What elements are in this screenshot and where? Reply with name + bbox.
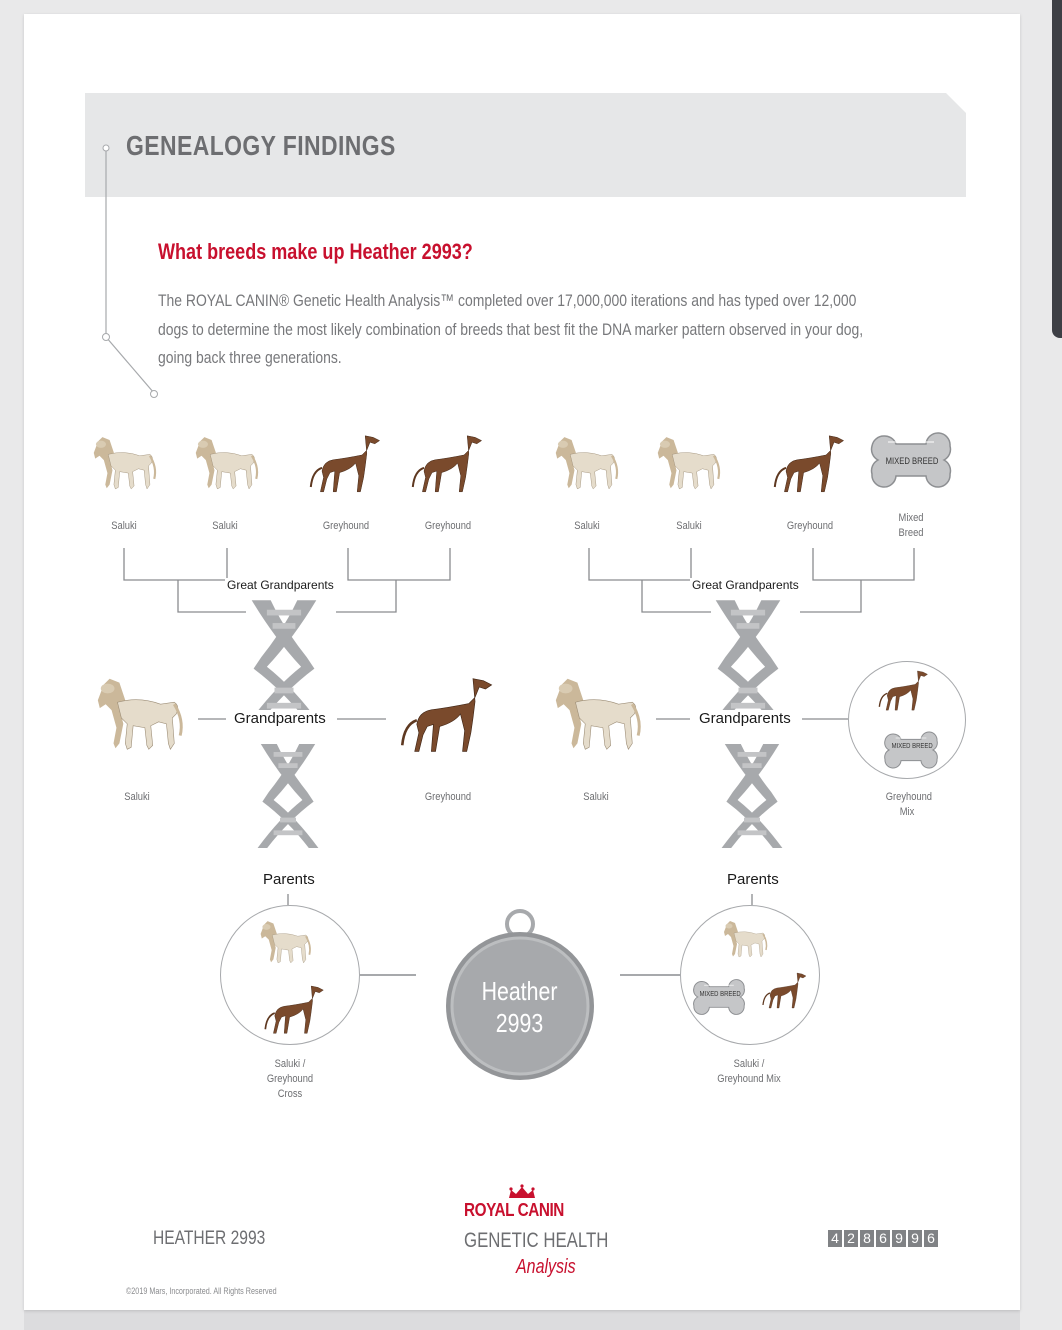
- parents-label: Parents: [263, 871, 315, 888]
- great-grandparents-label: Great Grandparents: [692, 578, 799, 592]
- saluki-image: [548, 664, 646, 764]
- serial-digit: 6: [924, 1230, 938, 1247]
- ggp-label: Mixed Breed: [898, 512, 924, 539]
- page-title: GENEALOGY FINDINGS: [126, 130, 396, 161]
- serial-number: [828, 1230, 938, 1247]
- serial-digit: 8: [860, 1230, 874, 1247]
- saluki-image: [720, 916, 770, 962]
- saluki-image: [652, 428, 724, 498]
- product-name-line1: GENETIC HEALTH: [464, 1229, 609, 1252]
- serial-digit: 2: [844, 1230, 858, 1247]
- dog-tag-line2: 2993: [495, 1008, 544, 1038]
- dna-helix-icon: [246, 600, 322, 724]
- gp-label: Saluki: [583, 791, 609, 803]
- greyhound-image: [260, 982, 330, 1036]
- greyhound-image: [396, 668, 500, 760]
- dog-tag-name: [461, 975, 578, 1039]
- saluki-image: [190, 428, 262, 498]
- saluki-image: [88, 428, 160, 498]
- saluki-image: [550, 428, 622, 498]
- dna-helix-icon: [710, 600, 786, 724]
- saluki-image: [90, 664, 188, 764]
- greyhound-image: [408, 428, 488, 498]
- parent-label: Saluki / Greyhound Mix: [717, 1058, 781, 1085]
- ggp-label: Greyhound: [424, 520, 472, 532]
- greyhound-image: [760, 968, 810, 1012]
- great-grandparents-label: Great Grandparents: [227, 578, 334, 592]
- bone-tag-label: MIXED BREED: [891, 743, 933, 750]
- serial-digit: 6: [876, 1230, 890, 1247]
- bone-tag-label: MIXED BREED: [885, 456, 939, 466]
- serial-digit: 9: [892, 1230, 906, 1247]
- ggp-label: Saluki: [676, 520, 702, 532]
- brand-logo: ROYAL CANIN: [464, 1200, 564, 1220]
- footer-dog-name: HEATHER 2993: [153, 1228, 266, 1249]
- greyhound-image: [770, 428, 850, 498]
- serial-digit: 9: [908, 1230, 922, 1247]
- parents-label: Parents: [727, 871, 779, 888]
- gp-label: Greyhound: [424, 791, 472, 803]
- gp-label: Saluki: [124, 791, 150, 803]
- crown-icon: [506, 1184, 538, 1200]
- serial-digit: 4: [828, 1230, 842, 1247]
- greyhound-image: [876, 666, 932, 714]
- ggp-label: Saluki: [111, 520, 137, 532]
- dna-helix-icon: [256, 730, 320, 862]
- greyhound-image: [306, 428, 386, 498]
- section-question: What breeds make up Heather 2993?: [158, 239, 473, 264]
- ggp-label: Greyhound: [786, 520, 834, 532]
- intro-paragraph: The ROYAL CANIN® Genetic Health Analysis™ completed over 17,000,000 iterations and has typed over 12,000 dogs to determine the most likely combination of breeds that best fit the DNA marker pattern observed in your dog, going back three generations.: [158, 291, 864, 367]
- mixed-breed-bone-tag: [880, 730, 942, 770]
- bone-tag-label: MIXED BREED: [699, 991, 741, 998]
- ggp-label: Saluki: [574, 520, 600, 532]
- saluki-image: [256, 914, 314, 970]
- grandparents-label: Grandparents: [699, 710, 791, 727]
- ggp-label: Greyhound: [322, 520, 370, 532]
- gp-label: Greyhound Mix: [885, 791, 933, 818]
- parent-label: Saluki / Greyhound Cross: [266, 1058, 314, 1100]
- grandparents-label: Grandparents: [234, 710, 326, 727]
- dog-tag-line1: Heather: [481, 976, 558, 1006]
- dna-helix-icon: [720, 730, 784, 862]
- copyright-notice: ©2019 Mars, Incorporated. All Rights Reserved: [126, 1286, 277, 1296]
- product-name-line2: Analysis: [516, 1256, 576, 1278]
- ggp-label: Saluki: [212, 520, 238, 532]
